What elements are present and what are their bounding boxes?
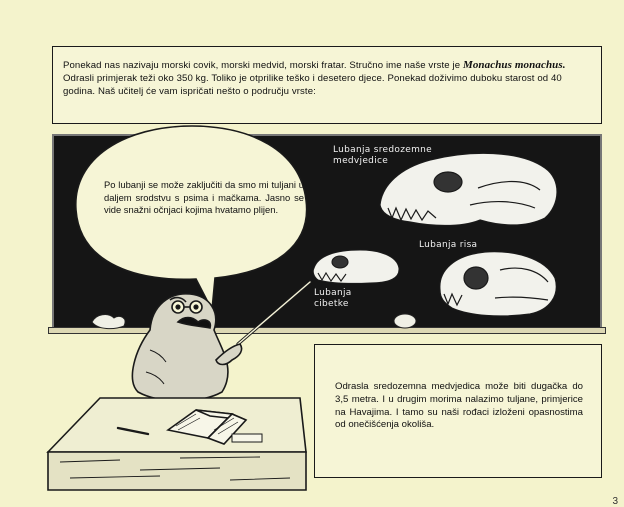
lynx-skull-label: Lubanja risa — [419, 240, 478, 250]
monk-seal-label-line1: Lubanja sredozemne — [333, 145, 432, 155]
intro-text-end: Odrasli primjerak teži oko 350 kg. Toliko je otprilike teško i desetero djece. Ponekad doživimo duboku starost od 40 godina. Naš učitelj će vam ispričati nešto o području vrste: — [63, 73, 562, 97]
page-number: 3 — [612, 496, 618, 507]
lynx-skull-illustration — [440, 252, 556, 316]
intro-text-start: Ponekad nas nazivaju morski covik, morski medvid, morski fratar. Stručno ime naše vrste je — [63, 60, 463, 71]
monk-seal-skull-label — [333, 145, 432, 167]
civet-label-line1: Lubanja — [314, 288, 352, 298]
note-caption: Odrasla sredozemna medvjedica može biti dugačka do 3,5 metra. I u drugim morima nalazimo tuljane, primjerice na Havajima. I tamo su naši rođaci izloženi opasnostima od onečišćenja okoliša. — [335, 381, 583, 431]
civet-label-line2: cibetke — [314, 299, 349, 309]
teacher-desk — [48, 398, 306, 490]
civet-skull-label — [314, 288, 352, 310]
note-caption-box — [314, 344, 602, 478]
seal-teacher-illustration — [132, 294, 241, 401]
chalk-pieces — [92, 314, 416, 329]
speech-bubble-text: Po lubanji se može zaključiti da smo mi tuljani u daljem srodstvu s psima i mačkama. Jasno se vide snažni očnjaci kojima hvatamo plijen. — [104, 179, 304, 215]
species-name: Monachus monachus. — [462, 59, 566, 71]
speech-bubble — [76, 126, 307, 310]
monk-seal-label-line2: medvjedice — [333, 156, 389, 166]
civet-skull-illustration — [313, 250, 399, 283]
